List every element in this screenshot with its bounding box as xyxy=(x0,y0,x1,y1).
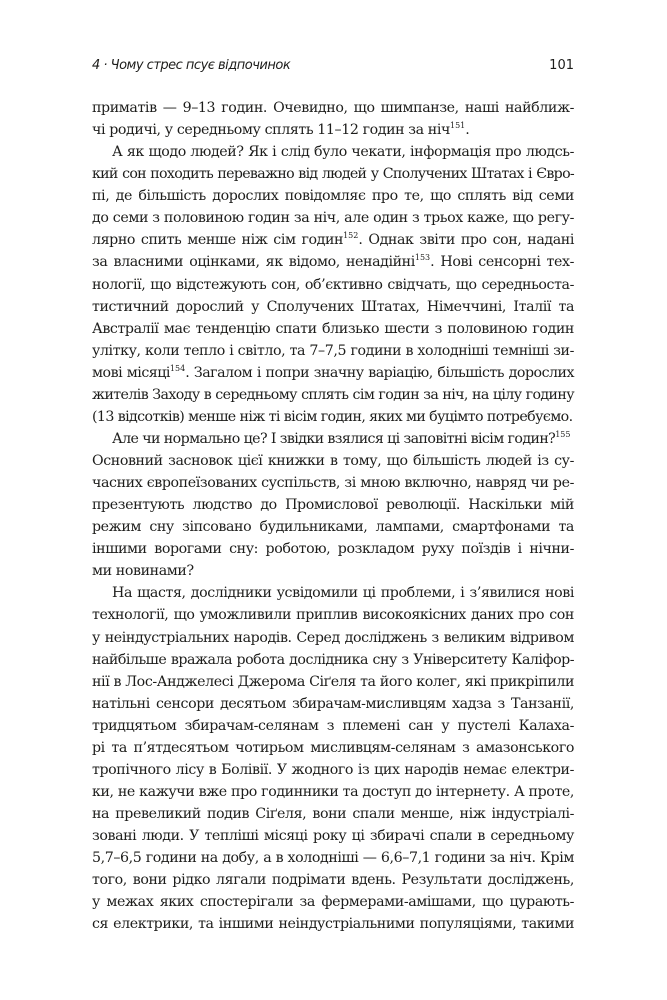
text-line: рі та п’ятдесятьом чотирьом мисливцям-селянам з амазонського xyxy=(92,739,574,756)
text-line xyxy=(92,229,574,251)
text-span: . Загалом і попри значну варіацію, більшість дорослих xyxy=(185,364,574,381)
text-line: презентують людство до Промислової революції. Наскільки мій xyxy=(92,497,574,514)
text-line: пі, де більшість дорослих повідомляє про те, що сплять від семи xyxy=(92,188,574,205)
chapter-running-head: 4 · Чому стрес псує відпочинок xyxy=(92,58,291,73)
text-line: у межах яких спостерігали за фермерами-амішами, що цурають- xyxy=(92,894,574,911)
footnote-ref: 154 xyxy=(169,363,186,373)
text-line: того, вони рідко лягали подрімати вдень. Результати досліджень, xyxy=(92,872,574,889)
text-line: на превеликий подив Сіґеля, вони спали менше, ніж індустріалі- xyxy=(92,806,574,822)
text-line xyxy=(92,119,574,141)
text-line: (13 відсотків) менше ніж ті вісім годин, яких ми буцімто потребуємо. xyxy=(92,408,573,425)
text-line: А як щодо людей? Як і слід було чекати, інформація про людсь- xyxy=(112,144,574,161)
text-line: часних європеїзованих суспільств, зі мною включно, навряд чи ре- xyxy=(92,475,574,492)
text-line: до семи з половиною годин за ніч, але один з трьох каже, що регу- xyxy=(92,210,574,227)
text-line: тистичний дорослий у Сполучених Штатах, Німеччині, Італії та xyxy=(92,298,574,315)
text-span: лярно спить менше ніж сім годин xyxy=(92,232,344,249)
text-line: ся електрики, та іншими неіндустріальними популяціями, такими xyxy=(92,916,574,933)
footnote-ref: 151 xyxy=(449,121,466,131)
footnote-ref: 152 xyxy=(343,231,359,241)
page-number: 101 xyxy=(549,58,574,73)
text-line: 5,7–6,5 години на добу, а в холодніші — 6,6–7,1 години за ніч. Крім xyxy=(92,850,574,867)
footnote-ref: 155 xyxy=(555,429,571,439)
text-line: тропічного лісу в Болівії. У жодного із цих народів немає електри- xyxy=(92,761,574,778)
text-line: іншими ворогами сну: роботою, розкладом руху поїздів і нічни- xyxy=(92,541,574,558)
running-header xyxy=(92,54,574,76)
text-line: у неіндустріальних народів. Серед досліджень з великим відривом xyxy=(92,629,574,646)
text-line: Австралії має тенденцію спати близько шести з половиною годин xyxy=(92,320,574,337)
text-line: приматів — 9–13 годин. Очевидно, що шимпанзе, наші найближ- xyxy=(92,100,574,116)
text-span: Але чи нормально це? І звідки взялися ці заповітні вісім годин? xyxy=(112,430,556,447)
text-line: технології, що уможливили приплив високоякісних даних про сон xyxy=(92,607,574,624)
page-body xyxy=(92,97,574,935)
text-span: мові місяці xyxy=(92,364,170,381)
text-line xyxy=(92,362,574,384)
text-line xyxy=(92,251,574,273)
text-span: . xyxy=(465,122,470,139)
text-line: Основний засновок цієї книжки в тому, що більшість людей із су- xyxy=(92,453,574,469)
text-span: чі родичі, у середньому сплять 11–12 годин за ніч xyxy=(92,122,450,139)
text-span: за власними оцінками, як відомо, ненадійні xyxy=(92,254,415,271)
text-line: улітку, коли тепло і світло, та 7–7,5 години в холодніші темніші зи- xyxy=(92,342,574,359)
text-span: . Однак звіти про сон, надані xyxy=(358,232,574,249)
text-span: . Нові сенсорні тех- xyxy=(430,254,574,271)
text-line: кий сон походить переважно від людей у Сполучених Штатах і Євро- xyxy=(92,166,574,183)
text-line: тридцятьом збирачам-селянам з племені сан у пустелі Калаха- xyxy=(92,717,574,734)
text-line: ми новинами? xyxy=(92,563,194,580)
text-line: нології, що відстежують сон, об’єктивно свідчать, що середньоста- xyxy=(92,276,574,293)
text-line: нії в Лос-Анджелесі Джерома Сіґеля та його колег, які прикріпили xyxy=(92,673,574,690)
text-line: зовані люди. У тепліші місяці року ці збирачі спали в середньому xyxy=(92,828,574,845)
text-line: жителів Заходу в середньому сплять сім годин за ніч, на цілу годину xyxy=(92,386,574,403)
text-line: ки, не кажучи вже про годинники та доступ до інтернету. А проте, xyxy=(92,783,574,800)
text-line: На щастя, дослідники усвідомили ці проблеми, і з’явилися нові xyxy=(112,585,574,602)
text-line: режим сну зіпсовано будильниками, лампами, смартфонами та xyxy=(92,519,574,536)
text-line: найбільше вражала робота дослідника сну з Університету Каліфор- xyxy=(92,651,574,668)
text-line xyxy=(92,428,574,450)
footnote-ref: 153 xyxy=(414,253,431,263)
text-line: натільні сенсори десятьом збирачам-мисливцям хадза з Танзанії, xyxy=(92,695,574,712)
